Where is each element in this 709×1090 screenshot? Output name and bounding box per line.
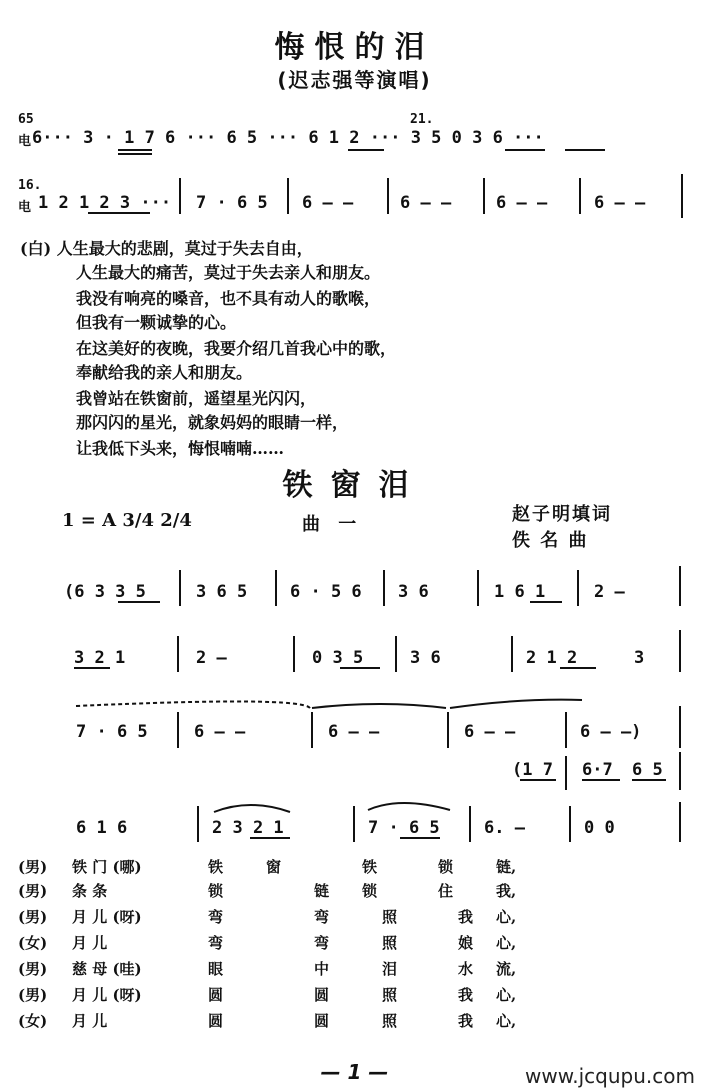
narration-line: 那闪闪的星光，就象妈妈的眼睛一样， [76,413,349,432]
lyric-word: 照 [382,986,398,1004]
narration-line: 在这美好的夜晚，我要介绍几首我心中的歌， [76,339,397,358]
lyric-role: (男) [18,858,48,876]
lyric-word: 锁 [438,858,454,876]
lyric-word: 弯 [314,934,330,952]
score-measure: 6 — — [496,193,548,213]
score-measure: 3 6 [410,648,441,668]
lyric-word: 我 [458,908,474,926]
lyric-word: 铁 [362,858,378,876]
lyric-word: 眼 [208,960,224,978]
lyric-word: 月 儿 [72,934,108,952]
lyricist: 赵子明填词 [512,504,612,525]
score-measure: 2 3 2 1 [212,818,284,838]
narration-line: (白) 人生最大的悲剧，莫过于失去自由， [20,239,313,258]
lyric-word: 圆 [314,986,330,1004]
lyric-word: 心, [496,934,517,952]
score-measure: 2 1 2 [526,648,578,668]
lyric-word: 泪 [382,960,398,978]
composer: 佚 名 曲 [512,530,589,551]
lyric-role: (男) [18,986,48,1004]
narration-line: 我没有响亮的嗓音，也不具有动人的歌喉， [76,289,381,308]
narration-line: 我曾站在铁窗前，遥望星光闪闪， [76,389,317,408]
lyric-word: 条 条 [72,882,108,900]
lyric-word: 娘 [458,934,474,952]
lyric-word: 心, [496,1012,517,1030]
score-measure: 7 · 6 5 [76,722,148,742]
score-measure: (1 7 [512,760,553,780]
song1-subtitle: (迟志强等演唱) [277,68,432,92]
score-measure: 2 — [196,648,227,668]
watermark: www.jcqupu.com [525,1064,695,1088]
score-measure: 6 5 [632,760,663,780]
score-prefix: 电 [18,134,32,149]
lyric-word: 月 儿 (呀) [72,986,142,1004]
lyric-word: 我, [496,882,517,900]
lyric-word: 铁 门 (哪) [72,858,142,876]
score-measure: 6 — — [464,722,516,742]
score-measure: 0 3 5 [312,648,364,668]
score-measure: 0 0 [584,818,615,838]
key-signature: 1 = A 3/4 2/4 [62,510,192,531]
score-measure: 3 6 5 [196,582,248,602]
score-measure: 2 — [594,582,625,602]
lyric-role: (女) [18,934,48,952]
narration-line: 但我有一颗诚挚的心。 [76,313,237,332]
lyric-word: 窗 [266,858,282,876]
score-measure: 6 — — [194,722,246,742]
page-number: — 1 — [320,1060,389,1084]
lyric-word: 慈 母 (哇) [72,960,142,978]
score-line: 1 2 1 2 3 ··· [38,193,172,213]
lyric-word: 中 [314,960,330,978]
lyric-word: 圆 [208,1012,224,1030]
lyric-word: 照 [382,934,398,952]
lyric-word: 心, [496,908,517,926]
score-measure: 7 · 6 5 [196,193,268,213]
score-measure: 6 — — [594,193,646,213]
lyric-word: 链 [314,882,330,900]
lyric-word: 我 [458,986,474,1004]
lyric-word: 链, [496,858,517,876]
score-measure: 6 · 5 6 [290,582,362,602]
score-measure: 3 [634,648,645,668]
score-mark: 21. [410,112,434,127]
lyric-word: 照 [382,1012,398,1030]
lyric-word: 弯 [208,908,224,926]
lyric-word: 我 [458,1012,474,1030]
lyric-word: 心, [496,986,517,1004]
score-measure: 7 · 6 5 [368,818,440,838]
score-measure: 3 6 [398,582,429,602]
narration-line: 人生最大的痛苦，莫过于失去亲人和朋友。 [76,263,381,282]
lyric-role: (女) [18,1012,48,1030]
lyric-word: 住 [438,882,454,900]
lyric-word: 铁 [208,858,224,876]
lyric-word: 弯 [314,908,330,926]
lyric-word: 月 儿 [72,1012,108,1030]
lyric-word: 流, [496,960,517,978]
score-measure: (6 3 3 5 [64,582,146,602]
lyric-role: (男) [18,960,48,978]
narration-line: 奉献给我的亲人和朋友。 [76,363,253,382]
lyric-role: (男) [18,908,48,926]
lyric-word: 水 [458,960,474,978]
song2-title: 铁窗泪 [282,468,427,503]
lyric-word: 弯 [208,934,224,952]
score-measure: 6 — — [328,722,380,742]
score-line: 6··· 3 · 1 7 6 ··· 6 5 ··· 6 1 2 ··· 3 5 0 3 6 ··· [32,128,544,148]
lyric-word: 锁 [208,882,224,900]
lyric-word: 月 儿 (呀) [72,908,142,926]
score-prefix: 16. [18,178,42,193]
lyric-role: (男) [18,882,48,900]
lyric-word: 锁 [362,882,378,900]
score-measure: 6 — —) [580,722,642,742]
section-label: 曲 一 [302,514,363,535]
narration-line: 让我低下头来，悔恨喃喃…… [76,439,285,458]
score-measure: 6 1 6 [76,818,128,838]
score-prefix: 电 [18,200,32,215]
score-measure: 1 6 1 [494,582,546,602]
lyric-word: 圆 [314,1012,330,1030]
score-measure: 6 — — [302,193,354,213]
score-prefix: 65 [18,112,34,127]
score-measure: 6 — — [400,193,452,213]
score-measure: 3 2 1 [74,648,126,668]
score-measure: 6·7 [582,760,613,780]
lyric-word: 圆 [208,986,224,1004]
score-measure: 6. — [484,818,525,838]
song1-title: 悔恨的泪 [274,30,435,65]
lyric-word: 照 [382,908,398,926]
